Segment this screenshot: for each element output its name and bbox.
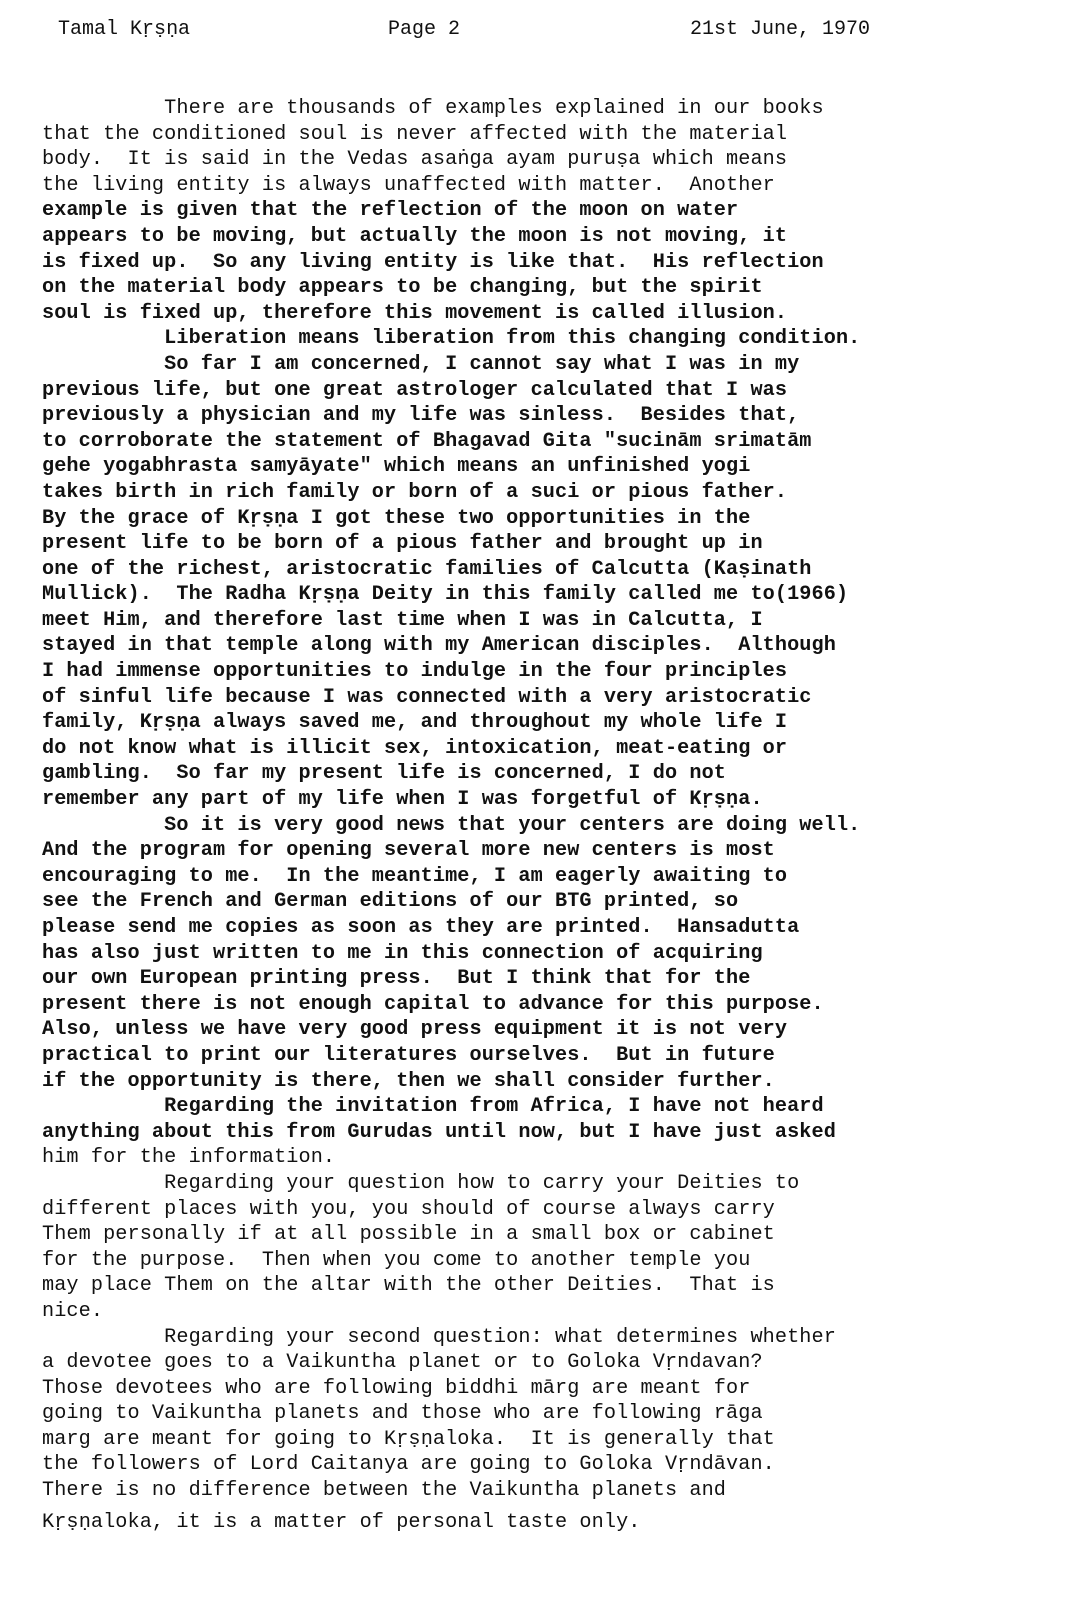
- text-line: So far I am concerned, I cannot say what I was in my: [42, 352, 800, 376]
- text-line: Them personally if at all possible in a small box or cabinet: [42, 1223, 775, 1247]
- text-line: And the program for opening several more new centers is most: [42, 839, 775, 863]
- text-line: of sinful life because I was connected with a very aristocratic: [42, 685, 812, 709]
- page-header: [0, 18, 1070, 48]
- text-line: that the conditioned soul is never affected with the material: [42, 122, 788, 146]
- text-line: gehe yogabhrasta samyāyate" which means an unfinished yogi: [42, 455, 751, 479]
- text-line: previously a physician and my life was sinless. Besides that,: [42, 404, 800, 428]
- text-line: There are thousands of examples explained in our books: [42, 97, 824, 120]
- text-line: may place Them on the altar with the other Deities. That is: [42, 1274, 775, 1298]
- text-line: family, Kṛṣṇa always saved me, and throughout my whole life I: [42, 711, 788, 735]
- text-line: nice.: [42, 1299, 104, 1323]
- text-line: do not know what is illicit sex, intoxication, meat-eating or: [42, 736, 788, 760]
- text-line: Mullick). The Radha Kṛṣṇa Deity in this family called me to(1966): [42, 583, 849, 607]
- text-line: appears to be moving, but actually the moon is not moving, it: [42, 224, 788, 248]
- text-line: if the opportunity is there, then we shall consider further.: [42, 1069, 775, 1093]
- text-line: is fixed up. So any living entity is like that. His reflection: [42, 250, 824, 274]
- text-line: Regarding your question how to carry your Deities to: [42, 1171, 800, 1195]
- text-line: marg are meant for going to Kṛṣṇaloka. It is generally that: [42, 1427, 775, 1451]
- header-date: 21st June, 1970: [690, 18, 871, 41]
- text-line: stayed in that temple along with my American disciples. Although: [42, 634, 836, 658]
- text-line: meet Him, and therefore last time when I was in Calcutta, I: [42, 608, 763, 632]
- header-recipient: Tamal Kṛṣṇa: [58, 18, 191, 41]
- text-line: the followers of Lord Caitanya are going to Goloka Vṛndāvan.: [42, 1453, 775, 1477]
- text-line: on the material body appears to be changing, but the spirit: [42, 276, 763, 300]
- header-page-number: Page 2: [388, 18, 461, 41]
- text-line: Also, unless we have very good press equipment it is not very: [42, 1018, 788, 1042]
- text-line: By the grace of Kṛṣṇa I got these two opportunities in the: [42, 506, 751, 530]
- text-line: please send me copies as soon as they are printed. Hansadutta: [42, 916, 800, 939]
- text-line: example is given that the reflection of the moon on water: [42, 199, 739, 223]
- text-line: present there is not enough capital to advance for this purpose.: [42, 992, 824, 1016]
- text-line: our own European printing press. But I think that for the: [42, 967, 751, 991]
- text-line: has also just written to me in this connection of acquiring: [42, 941, 763, 965]
- text-line: him for the information.: [42, 1146, 336, 1170]
- text-line: going to Vaikuntha planets and those who are following rāga: [42, 1402, 763, 1426]
- text-line: different places with you, you should of course always carry: [42, 1197, 775, 1221]
- text-line: gambling. So far my present life is concerned, I do not: [42, 762, 727, 786]
- text-line: Kṛṣṇaloka, it is a matter of personal taste only.: [42, 1510, 641, 1534]
- text-line: encouraging to me. In the meantime, I am eagerly awaiting to: [42, 864, 788, 888]
- text-line: one of the richest, aristocratic families of Calcutta (Kaṣinath: [42, 557, 812, 581]
- text-line: remember any part of my life when I was forgetful of Kṛṣṇa.: [42, 788, 763, 812]
- text-line: see the French and German editions of our BTG printed, so: [42, 890, 739, 914]
- text-line: the living entity is always unaffected with matter. Another: [42, 173, 775, 197]
- text-line: previous life, but one great astrologer calculated that I was: [42, 378, 788, 402]
- text-line: Those devotees who are following biddhi mārg are meant for: [42, 1376, 751, 1400]
- text-line: a devotee goes to a Vaikuntha planet or to Goloka Vṛndavan?: [42, 1351, 763, 1375]
- text-line: anything about this from Gurudas until now, but I have just asked: [42, 1120, 836, 1144]
- text-line: So it is very good news that your centers are doing well.: [42, 813, 861, 837]
- text-line: practical to print our literatures ourselves. But in future: [42, 1043, 775, 1067]
- text-line: soul is fixed up, therefore this movement is called illusion.: [42, 301, 788, 325]
- text-line: Regarding the invitation from Africa, I have not heard: [42, 1095, 824, 1119]
- text-line: There is no difference between the Vaikuntha planets and: [42, 1479, 727, 1503]
- text-line: present life to be born of a pious father and brought up in: [42, 532, 763, 556]
- text-line: Liberation means liberation from this changing condition.: [42, 327, 861, 351]
- text-line: I had immense opportunities to indulge in the four principles: [42, 660, 788, 684]
- text-line: takes birth in rich family or born of a suci or pious father.: [42, 480, 788, 504]
- letter-body: [42, 96, 1052, 1535]
- text-line: body. It is said in the Vedas asaṅga ayam puruṣa which means: [42, 148, 788, 172]
- text-line: Regarding your second question: what determines whether: [42, 1325, 836, 1349]
- text-line: for the purpose. Then when you come to another temple you: [42, 1248, 751, 1272]
- text-line: to corroborate the statement of Bhagavad Gita "sucinām srimatām: [42, 429, 812, 453]
